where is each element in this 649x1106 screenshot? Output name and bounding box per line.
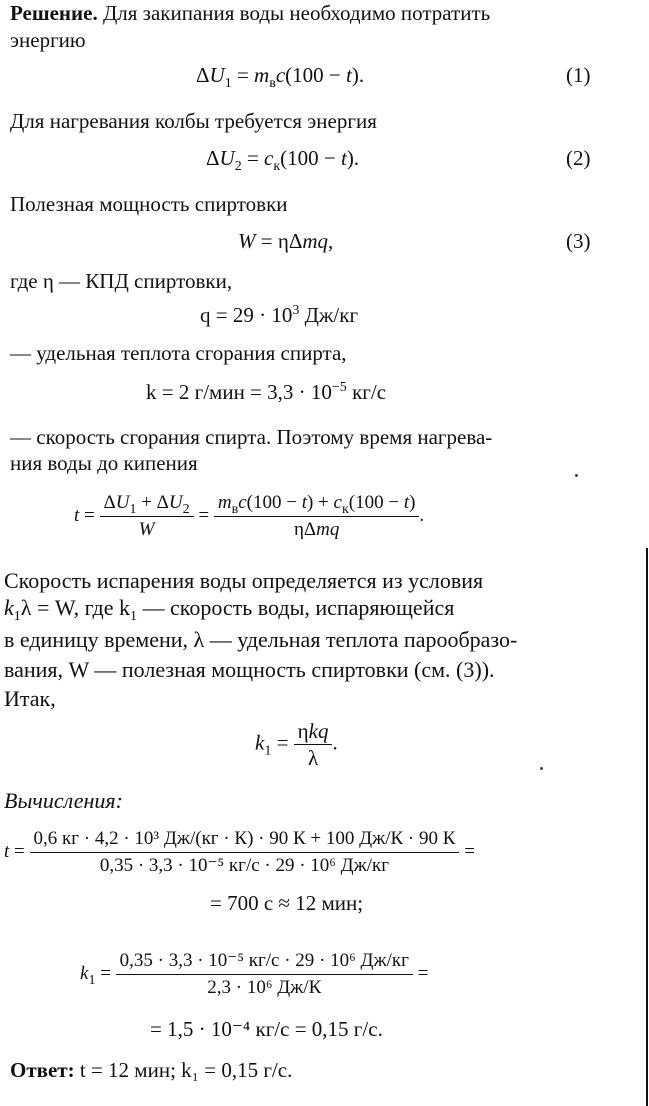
paragraph-line: ния воды до кипения xyxy=(10,451,198,475)
equation-2-number: (2) xyxy=(566,146,591,170)
fraction-numerator: 0,35 · 3,3 · 10⁻⁵ кг/с · 29 · 10⁶ Дж/кг xyxy=(116,948,413,975)
evaporation-rate-result: = 1,5 · 10⁻⁴ кг/с = 0,15 г/с. xyxy=(150,1017,383,1041)
equation-1: $\Delta U_1 = m_вc(100 - t)$. xyxy=(196,63,365,91)
paragraph-line: Полезная мощность спиртовки xyxy=(10,192,288,216)
paragraph-line: энергию xyxy=(10,28,86,52)
time-result: = 700 с ≈ 12 мин; xyxy=(210,891,364,915)
paragraph-line: Скорость испарения воды определяется из условия xyxy=(4,568,484,593)
fraction-denominator: 0,35 · 3,3 · 10⁻⁵ кг/с · 29 · 10⁶ Дж/кг xyxy=(99,855,390,876)
paragraph-line: — удельная теплота сгорания спирта, xyxy=(10,341,347,365)
paragraph-line: Итак, xyxy=(4,686,56,711)
answer-label: Ответ: xyxy=(10,1058,75,1082)
text-run: k = 2 г/мин = 3,3 · 10 xyxy=(146,380,332,404)
heat-of-combustion-formula xyxy=(200,302,358,328)
answer-text: t = 12 мин; k₁ = 0,15 г/с. xyxy=(74,1058,293,1082)
time-calculation: t = $\frac{\text{0,6 кг · 4,2 · 10³ Дж/(кг · К) · 90 К + 100 Дж/К · 90 К}}{\text{0,35 · 3,3 · 10⁻⁵ кг/с · 29 · 10⁶ Дж/кг}}$ = xyxy=(4,826,475,879)
exponent: 3 xyxy=(292,303,300,318)
scan-speck xyxy=(575,474,578,477)
text-run: q = 29 · 10 xyxy=(200,303,293,327)
page-border-line xyxy=(646,548,648,1106)
exponent: −5 xyxy=(331,380,347,395)
equation-2: $\Delta U_2 = c_к(100 - t)$. xyxy=(206,146,360,174)
answer-line xyxy=(10,1057,292,1083)
paragraph-line: — скорость сгорания спирта. Поэтому время нагрева- xyxy=(10,425,493,449)
equation-3-number: (3) xyxy=(566,229,591,253)
evaporation-rate-calculation: $k_1$ = $\frac{\text{0,35 · 3,3 · 10⁻⁵ кг/с · 29 · 10⁶ Дж/кг}}{\text{2,3 · 10⁶ Дж/К}}$ = xyxy=(80,948,428,1001)
scan-speck xyxy=(540,767,543,770)
paragraph-line: вания, W — полезная мощность спиртовки (см. (3)). xyxy=(4,657,495,682)
paragraph-line: Для нагревания колбы требуется энергия xyxy=(10,109,377,133)
fraction-numerator: 0,6 кг · 4,2 · 10³ Дж/(кг · К) · 90 К + 100 Дж/К · 90 К xyxy=(30,826,460,853)
burning-rate-formula xyxy=(146,379,386,405)
equation-1-number: (1) xyxy=(566,63,591,87)
paragraph-line: где η — КПД спиртовки, xyxy=(10,269,233,293)
paragraph-line: $k_1\lambda = W$, где $k_1$ — скорость воды, испаряющейся xyxy=(4,595,455,624)
text-run: = W, где k xyxy=(31,595,130,620)
calculations-label: Вычисления: xyxy=(4,788,123,813)
paragraph-line: в единицу времени, λ — удельная теплота парообразо- xyxy=(4,627,518,652)
evaporation-rate-formula: $k_1$ = $\frac{\text{ηkq}}{\lambda}$ . xyxy=(255,719,338,770)
fraction-denominator: 2,3 · 10⁶ Дж/К xyxy=(207,977,322,998)
text-run: Для закипания воды необходимо потратить xyxy=(97,1,491,25)
text-run: кг/с xyxy=(346,380,387,404)
text-run: Дж/кг xyxy=(299,303,359,327)
paragraph-line xyxy=(10,0,490,26)
text-run: — скорость воды, испаряющейся xyxy=(136,595,455,620)
equation-3: W = ηΔmq, xyxy=(238,229,334,253)
solution-label: Решение. xyxy=(10,1,98,25)
time-formula: t = $\frac{\Delta U_1 + \Delta U_2}{W}$ = $\frac{m_вc(100 - t) + c_к(100 - t)}{\text{ηΔmq}}$ . xyxy=(74,492,425,540)
